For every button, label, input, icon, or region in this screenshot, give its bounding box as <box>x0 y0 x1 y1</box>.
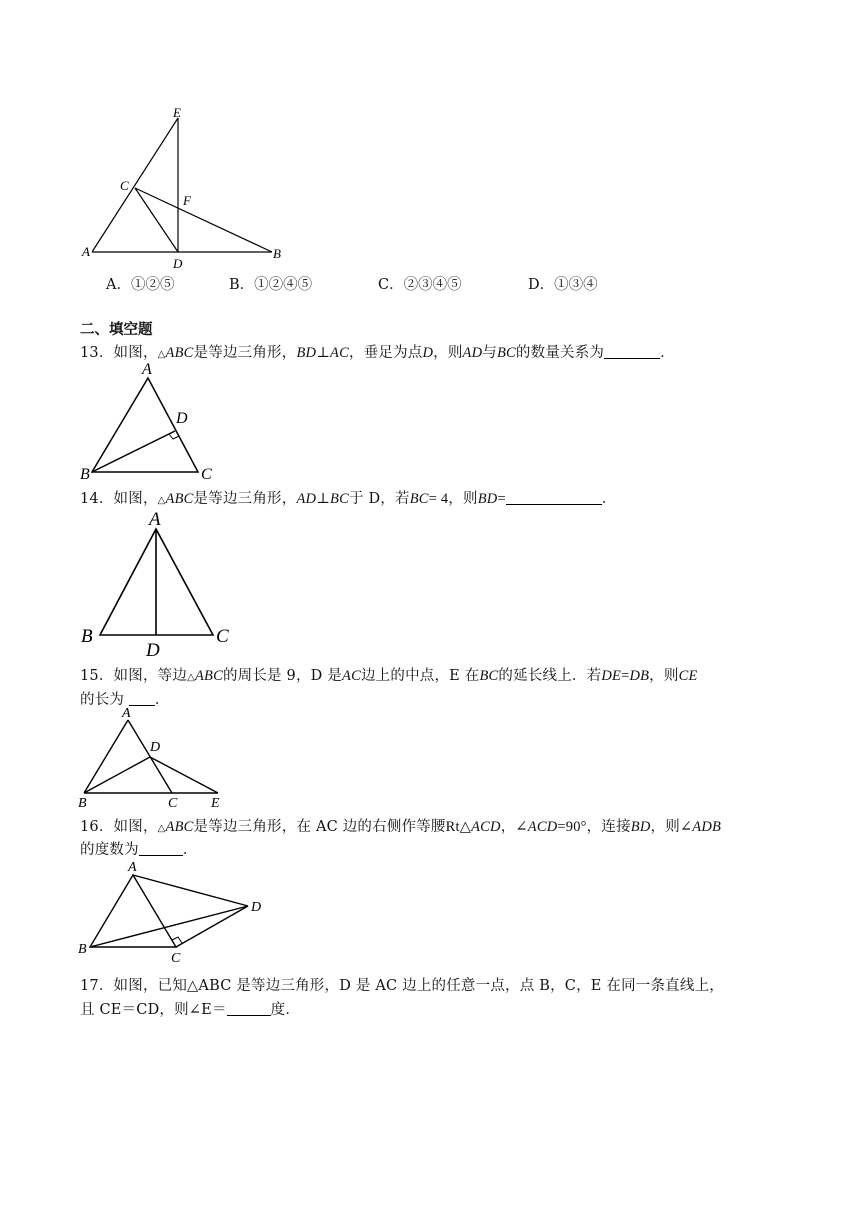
choice-d: D．①③④ <box>528 277 598 293</box>
question-16-line2: 的度数为 ． <box>80 842 198 858</box>
fig13-label-D: D <box>176 410 188 427</box>
fig14-label-A: A <box>149 509 161 530</box>
fig12-line-CB <box>135 188 272 252</box>
fig16-label-B: B <box>78 942 87 957</box>
fig12-label-D: D <box>173 256 183 271</box>
triangle-symbol: △ <box>157 823 166 834</box>
triangle-symbol: △ <box>157 349 166 360</box>
choice-a: A．①②⑤ <box>106 277 175 293</box>
fig12-label-F: F <box>183 193 191 208</box>
answer-blank[interactable] <box>506 490 602 505</box>
figure-q14 <box>80 506 240 661</box>
fig12-label-B: B <box>273 246 281 261</box>
answer-blank[interactable] <box>139 841 183 856</box>
fig14-label-C: C <box>216 626 229 647</box>
fig15-line-AC <box>128 720 172 793</box>
question-13: 13．如图，△ABC是等边三角形，BD⊥AC，垂足为点D，则AD与BC的数量关系为 ． <box>80 345 675 361</box>
fig12-label-C: C <box>120 178 129 193</box>
figure-q12 <box>80 100 300 270</box>
fig12-label-A: A <box>82 244 90 259</box>
angle-symbol: ∠ <box>515 819 528 835</box>
choice-c: C．②③④⑤ <box>378 277 462 293</box>
fig14-label-B: B <box>81 626 93 647</box>
fig16-line-CD <box>176 906 248 947</box>
figure-q16 <box>76 858 276 968</box>
answer-blank[interactable] <box>129 691 155 706</box>
section-title: 二、填空题 <box>80 322 153 338</box>
figure-q13 <box>80 360 230 485</box>
triangle-symbol: △ <box>157 495 166 506</box>
fig15-label-C: C <box>168 796 178 811</box>
fig16-line-BD <box>90 906 248 947</box>
answer-blank[interactable] <box>227 1001 271 1016</box>
question-15-line2: 的长为 ． <box>80 692 170 708</box>
question-17-line2: 且 CE＝CD，则∠E＝ 度． <box>80 1002 301 1018</box>
fig15-label-B: B <box>78 796 87 811</box>
fig14-label-D: D <box>146 640 160 661</box>
question-15: 15．如图，等边△ABC的周长是 9，D 是AC边上的中点，E 在BC的延长线上．若DE=DB，则CE <box>80 668 698 684</box>
question-17: 17．如图，已知△ABC 是等边三角形，D 是 AC 边上的任意一点，点 B，C，E 在同一条直线上， <box>80 978 724 994</box>
fig12-label-E: E <box>173 105 181 120</box>
fig16-line-AD <box>133 875 248 906</box>
question-16: 16．如图，△ABC是等边三角形，在 AC 边的右侧作等腰Rt△ACD，∠ACD=90°，连接BD，则∠ADB <box>80 819 722 835</box>
answer-blank[interactable] <box>604 344 660 359</box>
fig15-label-A: A <box>122 706 131 721</box>
fig16-label-D: D <box>251 900 262 915</box>
triangle-symbol: △ <box>459 819 472 835</box>
fig15-line-DE <box>150 757 218 793</box>
choice-b: B．①②④⑤ <box>229 277 313 293</box>
fig13-label-B: B <box>80 466 90 483</box>
fig16-label-A: A <box>128 860 137 875</box>
figure-q15 <box>78 706 238 810</box>
fig15-label-D: D <box>150 740 161 755</box>
triangle-symbol: △ <box>187 672 195 683</box>
fig15-line-AB <box>84 720 128 793</box>
question-14: 14．如图，△ABC是等边三角形，AD⊥BC于 D，若BC= 4，则BD= ． <box>80 491 617 507</box>
fig13-label-C: C <box>201 466 212 483</box>
fig15-line-BD <box>84 757 150 793</box>
fig13-label-A: A <box>142 361 152 378</box>
fig15-label-E: E <box>211 796 220 811</box>
angle-symbol: ∠ <box>679 819 693 835</box>
fig16-label-C: C <box>171 951 181 966</box>
